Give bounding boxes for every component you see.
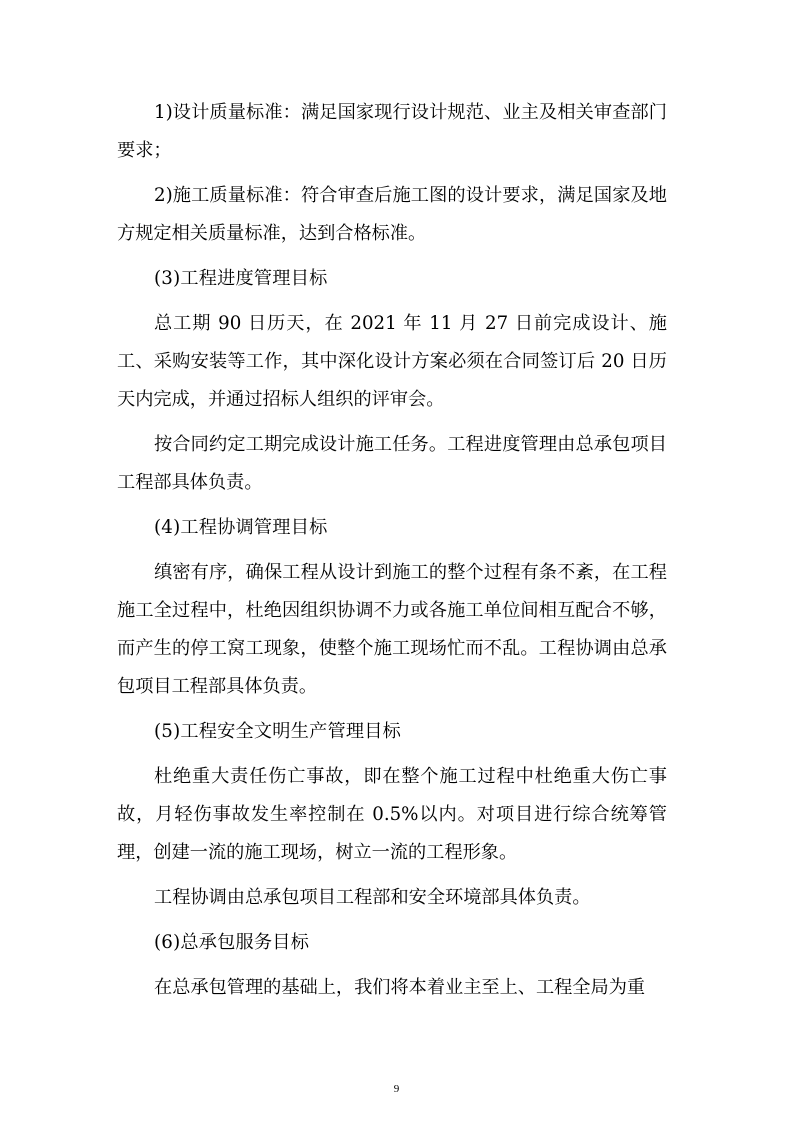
page-number: 9 bbox=[393, 1083, 400, 1095]
paragraph-service: 在总承包管理的基础上，我们将本着业主至上、工程全局为重 bbox=[154, 977, 646, 998]
paragraph-construction-quality: 2)施工质量标准：符合审查后施工图的设计要求，满足国家及地方规定相关质量标准，达到合格标准。 bbox=[117, 185, 667, 244]
paragraph-coordination: 缜密有序，确保工程从设计到施工的整个过程有条不紊，在工程施工全过程中，杜绝因组织协调不力或各施工单位间相互配合不够，而产生的停工窝工现象，使整个施工现场忙而不乱。工程协调由总承包项目工程部具体负责。 bbox=[117, 562, 667, 697]
paragraph-schedule-responsibility: 按合同约定工期完成设计施工任务。工程进度管理由总承包项目工程部具体负责。 bbox=[117, 434, 667, 493]
heading-service-goal: (6)总承包服务目标 bbox=[154, 932, 310, 953]
paragraph-total-duration: 总工期 90 日历天，在 2021 年 11 月 27 日前完成设计、施工、采购安装等工作，其中深化设计方案必须在合同签订后 20 日历天内完成，并通过招标人组织的评审会。 bbox=[117, 313, 667, 410]
paragraph-safety: 杜绝重大责任伤亡事故，即在整个施工过程中杜绝重大伤亡事故，月轻伤事故发生率控制在 0.5%以内。对项目进行综合统筹管理，创建一流的施工现场，树立一流的工程形象。 bbox=[117, 766, 667, 863]
paragraph-safety-responsibility: 工程协调由总承包项目工程部和安全环境部具体负责。 bbox=[154, 887, 591, 908]
paragraph-design-quality: 1)设计质量标准：满足国家现行设计规范、业主及相关审查部门要求； bbox=[117, 102, 667, 161]
heading-schedule-goal: (3)工程进度管理目标 bbox=[154, 268, 328, 289]
heading-coordination-goal: (4)工程协调管理目标 bbox=[154, 517, 328, 538]
heading-safety-goal: (5)工程安全文明生产管理目标 bbox=[154, 721, 402, 742]
document-body bbox=[117, 94, 667, 1014]
